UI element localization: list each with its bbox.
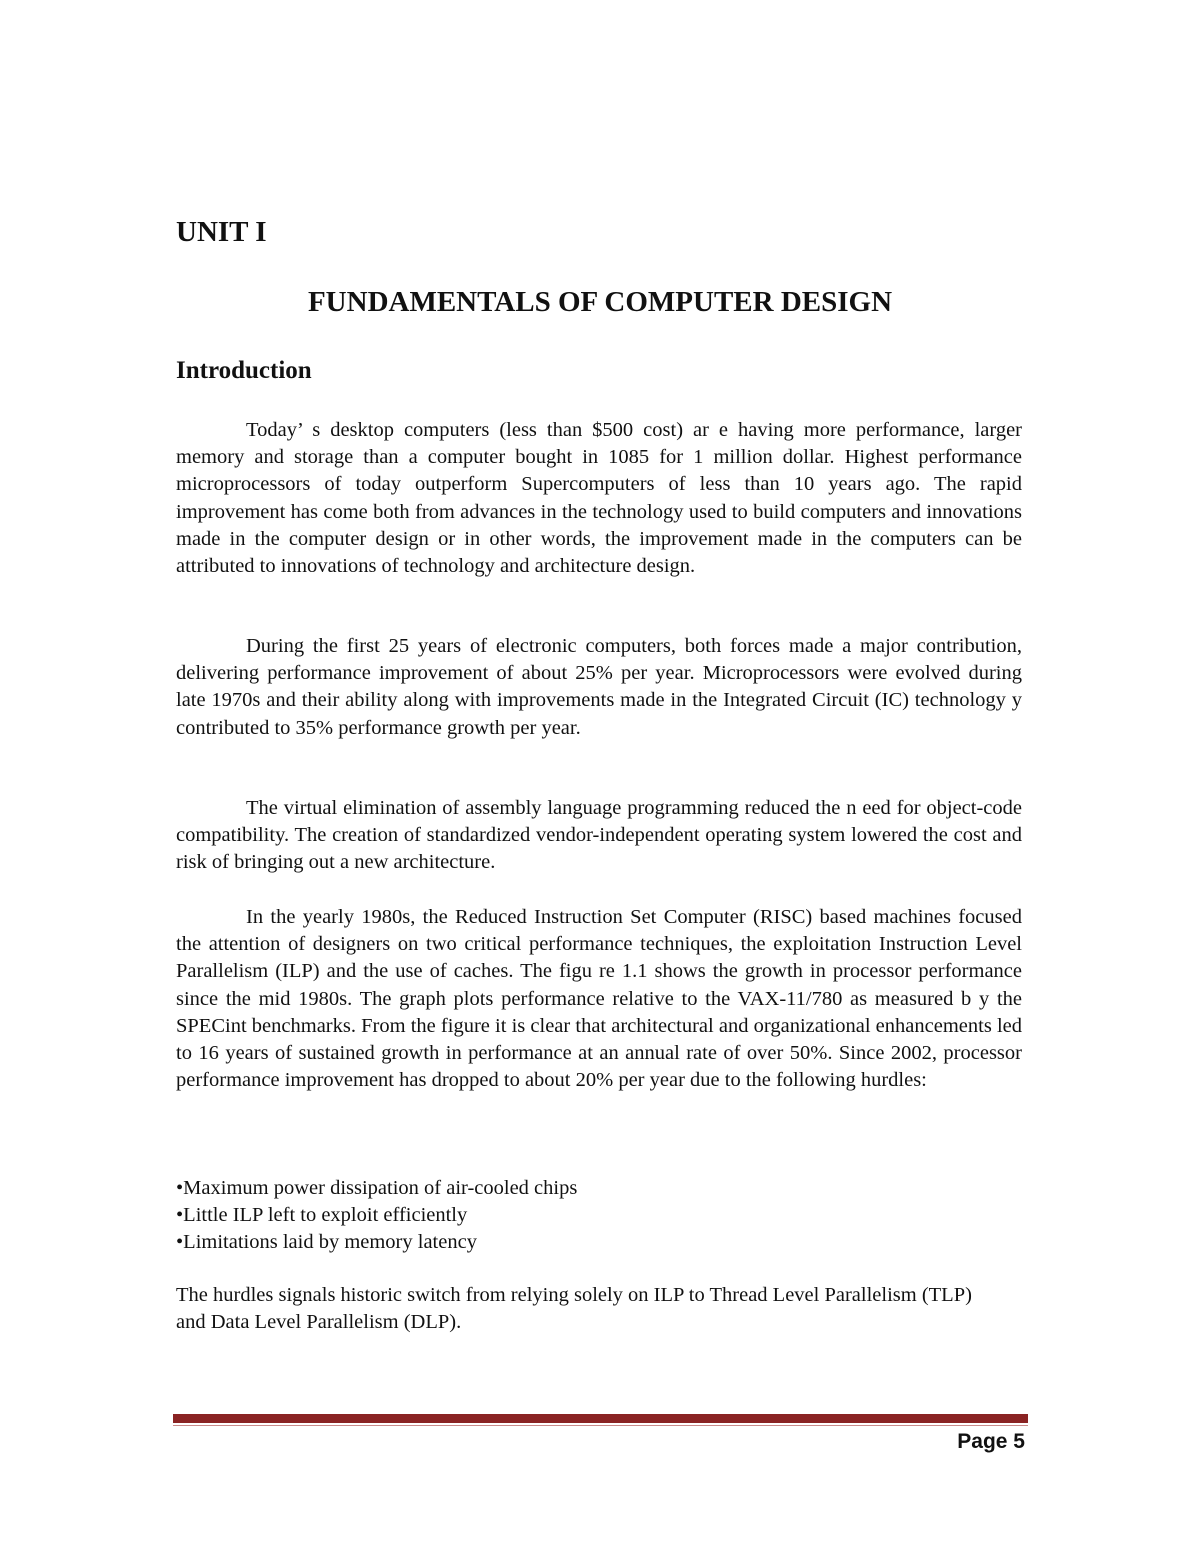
unit-label: UNIT I bbox=[176, 216, 267, 248]
hurdles-list bbox=[176, 1175, 577, 1256]
list-item: •Limitations laid by memory latency bbox=[176, 1231, 477, 1253]
section-heading: Introduction bbox=[176, 357, 312, 384]
paragraph-assembly-elimination: The virtual elimination of assembly language programming reduced the n eed for object-code compatibility. The creation of standardized vendor-independent operating system lowered the cost and risk of bringing out a new architecture. bbox=[176, 797, 1022, 874]
footer-divider bbox=[173, 1414, 1028, 1423]
page-number: Page 5 bbox=[957, 1430, 1025, 1453]
list-item: •Maximum power dissipation of air-cooled chips bbox=[176, 1177, 578, 1199]
paragraph-intro: Today’ s desktop computers (less than $500 cost) ar e having more performance, larger memory and storage than a computer bought in 1085 for 1 million dollar. Highest performance microprocessors of today outperform Supercomputers of less than 10 years ago. The rapid improvement has come both from advances in the technology used to build computers and innovations made in the computer design or in other words, the improvement made in the computers can be attributed to innovations of technology and architecture design. bbox=[176, 419, 1022, 578]
paragraph-first-25-years: During the first 25 years of electronic computers, both forces made a major contribution, delivering performance improvement of about 25% per year. Microprocessors were evolved during late 1970s and their ability along with improvements made in the Integrated Circuit (IC) technology y contributed to 35% performance growth per year. bbox=[176, 635, 1022, 739]
paragraph-closing: The hurdles signals historic switch from relying solely on ILP to Thread Level Parallelism (TLP) and Data Level Parallelism (DLP). bbox=[176, 1284, 972, 1334]
list-item: •Little ILP left to exploit efficiently bbox=[176, 1204, 468, 1226]
paragraph-risc: In the yearly 1980s, the Reduced Instruction Set Computer (RISC) based machines focused the attention of designers on two critical performance techniques, the exploitation Instruction Level Parallelism (ILP) and the use of caches. The figu re 1.1 shows the growth in processor performance since the mid 1980s. The graph plots performance relative to the VAX-11/780 as measured b y the SPECint benchmarks. From the figure it is clear that architectural and organizational enhancements led to 16 years of sustained growth in performance at an annual rate of over 50%. Since 2002, processor performance improvement has dropped to about 20% per year due to the following hurdles: bbox=[176, 906, 1022, 1092]
chapter-title: FUNDAMENTALS OF COMPUTER DESIGN bbox=[307, 286, 893, 318]
footer-divider-thin bbox=[173, 1425, 1028, 1426]
